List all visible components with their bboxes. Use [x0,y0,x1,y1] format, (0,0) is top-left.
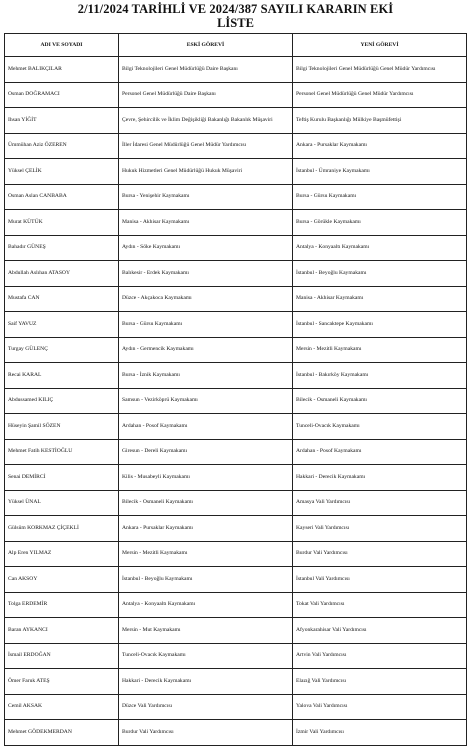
cell-new-position: İstanbul - Ümraniye Kaymakamı [293,159,467,185]
cell-new-position: Hakkari - Derecik Kaymakamı [293,465,467,491]
cell-name: Murat KÜTÜK [5,210,119,236]
cell-new-position: Elazığ Vali Yardımcısı [293,669,467,695]
cell-name: Ihsan YİĞİT [5,108,119,134]
cell-new-position: İstanbul - Sancaktepe Kaymakamı [293,312,467,338]
cell-new-position: İstanbul Vali Yardımcısı [293,567,467,593]
table-row [5,669,467,695]
table-row [5,490,467,516]
cell-name: Ömer Faruk ATEŞ [5,669,119,695]
cell-new-position: Artvin Vali Yardımcısı [293,643,467,669]
table-row [5,643,467,669]
table-row [5,82,467,108]
cell-old-position: Ankara - Pursaklar Kaymakamı [119,516,293,542]
cell-old-position: Kilis - Musabeyli Kaymakamı [119,465,293,491]
table-row [5,57,467,83]
header-new-position: YENİ GÖREVİ [293,34,467,57]
cell-old-position: Düzce - Akçakoca Kaymakamı [119,286,293,312]
cell-old-position: Çevre, Şehircilik ve İklim Değişikliği Bakanlığı Bakanlık Müşaviri [119,108,293,134]
cell-old-position: Bursa - Yenişehir Kaymakamı [119,184,293,210]
cell-new-position: Tunceli-Ovacık Kaymakamı [293,414,467,440]
table-row [5,108,467,134]
table-row [5,184,467,210]
cell-name: Tolga ERDEMİR [5,592,119,618]
cell-new-position: Ankara - Pursaklar Kaymakamı [293,133,467,159]
table-row [5,363,467,389]
table-row [5,465,467,491]
cell-name: Turgay GÜLENÇ [5,337,119,363]
cell-new-position: Personel Genel Müdürlüğü Genel Müdür Yardımcısı [293,82,467,108]
header-name: ADI VE SOYADI [5,34,119,57]
cell-name: Mehmet GÖDEKMERDAN [5,720,119,746]
table-row [5,286,467,312]
table-row [5,592,467,618]
cell-old-position: Bursa - İznik Kaymakamı [119,363,293,389]
table-row [5,337,467,363]
cell-new-position: Bilecik - Osmaneli Kaymakamı [293,388,467,414]
cell-old-position: Hakkari - Derecik Kaymakamı [119,669,293,695]
cell-name: Abdussamed KILIÇ [5,388,119,414]
table-row [5,720,467,746]
cell-old-position: Manisa - Akhisar Kaymakamı [119,210,293,236]
cell-new-position: Afyonkarahisar Vali Yardımcısı [293,618,467,644]
table-row [5,618,467,644]
cell-new-position: Bursa - Görükle Kaymakamı [293,210,467,236]
cell-old-position: Düzce Vali Yardımcısı [119,694,293,720]
table-row [5,439,467,465]
document-title: 2/11/2024 TARİHLİ VE 2024/387 SAYILI KARARIN EKİ [77,2,394,16]
cell-new-position: Teftiş Kurulu Başkanlığı Mülkiye Başmüfettişi [293,108,467,134]
cell-name: Osman DOĞRAMACI [5,82,119,108]
cell-new-position: İstanbul - Bakırköy Kaymakamı [293,363,467,389]
cell-new-position: Mersin - Mezitli Kaymakamı [293,337,467,363]
cell-name: Can AKSOY [5,567,119,593]
table-row [5,414,467,440]
table-row [5,312,467,338]
cell-old-position: Mersin - Mezitli Kaymakamı [119,541,293,567]
cell-name: Baran AYKANCI [5,618,119,644]
table-row [5,388,467,414]
table-row [5,567,467,593]
cell-name: Bahadır GÜNEŞ [5,235,119,261]
cell-name: Mehmet BALIKÇILAR [5,57,119,83]
header-old-position: ESKİ GÖREVİ [119,34,293,57]
cell-name: Osman Aslan CANBABA [5,184,119,210]
cell-name: Saif YAVUZ [5,312,119,338]
cell-old-position: Samsun - Vezirköprü Kaymakamı [119,388,293,414]
cell-old-position: Ardahan - Posof Kaymakamı [119,414,293,440]
table-header-row [5,34,467,57]
cell-old-position: Tunceli-Ovacık Kaymakamı [119,643,293,669]
table-row [5,210,467,236]
cell-name: Mehmet Fatih KESTİOĞLU [5,439,119,465]
cell-old-position: Bilgi Teknolojileri Genel Müdürlüğü Daire Başkanı [119,57,293,83]
cell-name: Gülsüm KORKMAZ ÇİÇEKLİ [5,516,119,542]
cell-name: Cemil AKSAK [5,694,119,720]
cell-name: Yüksel ÇELİK [5,159,119,185]
cell-new-position: Tokat Vali Yardımcısı [293,592,467,618]
cell-old-position: Mersin - Mut Kaymakamı [119,618,293,644]
cell-name: Yüksel ÜNAL [5,490,119,516]
cell-new-position: Ardahan - Posof Kaymakamı [293,439,467,465]
cell-new-position: Amasya Vali Yardımcısı [293,490,467,516]
cell-old-position: Bursa - Gürsu Kaymakamı [119,312,293,338]
cell-old-position: Balıkesir - Erdek Kaymakamı [119,261,293,287]
cell-new-position: Yalova Vali Yardımcısı [293,694,467,720]
cell-name: Mustafa CAN [5,286,119,312]
cell-name: Abdullah Aslıhan ATASOY [5,261,119,287]
table-row [5,694,467,720]
cell-old-position: Hukuk Hizmetleri Genel Müdürlüğü Hukuk Müşaviri [119,159,293,185]
cell-old-position: Personel Genel Müdürlüğü Daire Başkanı [119,82,293,108]
table-row [5,159,467,185]
cell-old-position: İller İdaresi Genel Müdürlüğü Genel Müdür Yardımcısı [119,133,293,159]
cell-old-position: Antalya - Konyaaltı Kaymakamı [119,592,293,618]
cell-old-position: İstanbul - Beyoğlu Kaymakamı [119,567,293,593]
table-body [5,57,467,746]
cell-new-position: Bilgi Teknolojileri Genel Müdürlüğü Genel Müdür Yardımcısı [293,57,467,83]
table-row [5,516,467,542]
cell-name: Senai DEMİRCİ [5,465,119,491]
cell-old-position: Aydın - Söke Kaymakamı [119,235,293,261]
cell-new-position: Manisa - Akhisar Kaymakamı [293,286,467,312]
cell-name: Hüseyin Şamil SÖZEN [5,414,119,440]
cell-new-position: Antalya - Konyaaltı Kaymakamı [293,235,467,261]
cell-old-position: Giresun - Dereli Kaymakamı [119,439,293,465]
table-row [5,235,467,261]
cell-name: Alp Eren YILMAZ [5,541,119,567]
cell-old-position: Burdur Vali Yardımcısı [119,720,293,746]
table-row [5,261,467,287]
cell-new-position: İstanbul - Beyoğlu Kaymakamı [293,261,467,287]
table-row [5,541,467,567]
appointment-table [4,33,467,746]
cell-old-position: Aydın - Germencik Kaymakamı [119,337,293,363]
cell-new-position: Kayseri Vali Yardımcısı [293,516,467,542]
cell-name: İsmail ERDOĞAN [5,643,119,669]
cell-old-position: Bilecik - Osmaneli Kaymakamı [119,490,293,516]
cell-new-position: İzmir Vali Yardımcısı [293,720,467,746]
cell-name: Recai KARAL [5,363,119,389]
cell-new-position: Burdur Vali Yardımcısı [293,541,467,567]
table-row [5,133,467,159]
cell-name: Ümmühan Aziz ÖZEREN [5,133,119,159]
cell-new-position: Bursa - Gürsu Kaymakamı [293,184,467,210]
document-subtitle: LİSTE [217,16,254,30]
